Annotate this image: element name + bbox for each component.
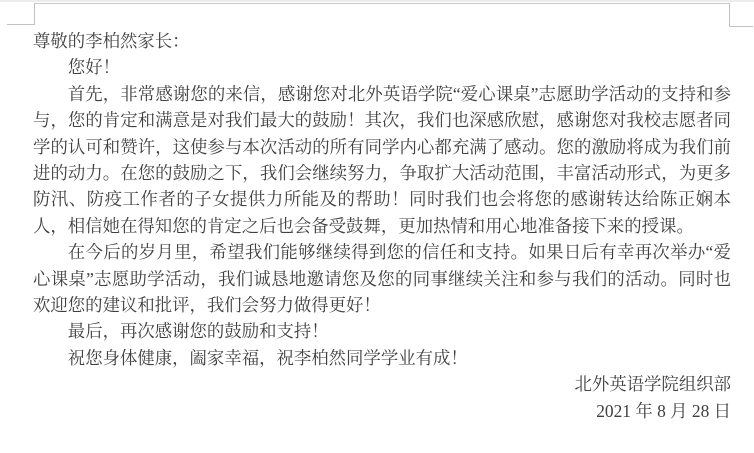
salutation: 尊敬的李柏然家长： xyxy=(33,31,190,51)
window-top-edge xyxy=(0,0,754,2)
margin-crop-mark-top-left xyxy=(7,3,35,25)
letter-body xyxy=(33,28,731,424)
paragraph-closing-thanks: 最后，再次感谢您的鼓励和支持！ xyxy=(67,321,329,342)
signature: 北外英语学院组织部 xyxy=(574,374,731,395)
text-boundary-top-line xyxy=(34,3,729,4)
paragraph-wishes: 祝您身体健康，阖家幸福，祝李柏然同学学业有成！ xyxy=(67,347,468,368)
paragraph-thanks: 首先，非常感谢您的来信，感谢您对北外英语学院“爱心课桌”志愿助学活动的支持和参与，您的肯定和满意是对我们最大的鼓励！其次，我们也深感欣慰，感谢您对我校志愿者同学的认可和赞许，这使参与本次活动的所有同学内心都充满了感动。您的激励将成为我们前进的动力。在您的鼓励之下，我们会继续努力，争取扩大活动范围，丰富活动形式，为更多防汛、防疫工作者的子女提供力所能及的帮助！同时我们也会将您的感谢转达给陈正娴本人，相信她在得知您的肯定之后也会备受鼓舞，更加热情和用心地准备接下来的授课。 xyxy=(33,83,731,236)
paragraph-future: 在今后的岁月里，希望我们能够继续得到您的信任和支持。如果日后有幸再次举办“爱心课桌”志愿助学活动，我们诚恳地邀请您及您的同事继续关注和参与我们的活动。同时也欢迎您的建议和批评，我们会努力做得更好！ xyxy=(33,242,731,316)
margin-crop-mark-top-right xyxy=(729,3,753,27)
date: 2021 年 8 月 28 日 xyxy=(596,400,731,421)
greeting: 您好！ xyxy=(67,57,120,78)
